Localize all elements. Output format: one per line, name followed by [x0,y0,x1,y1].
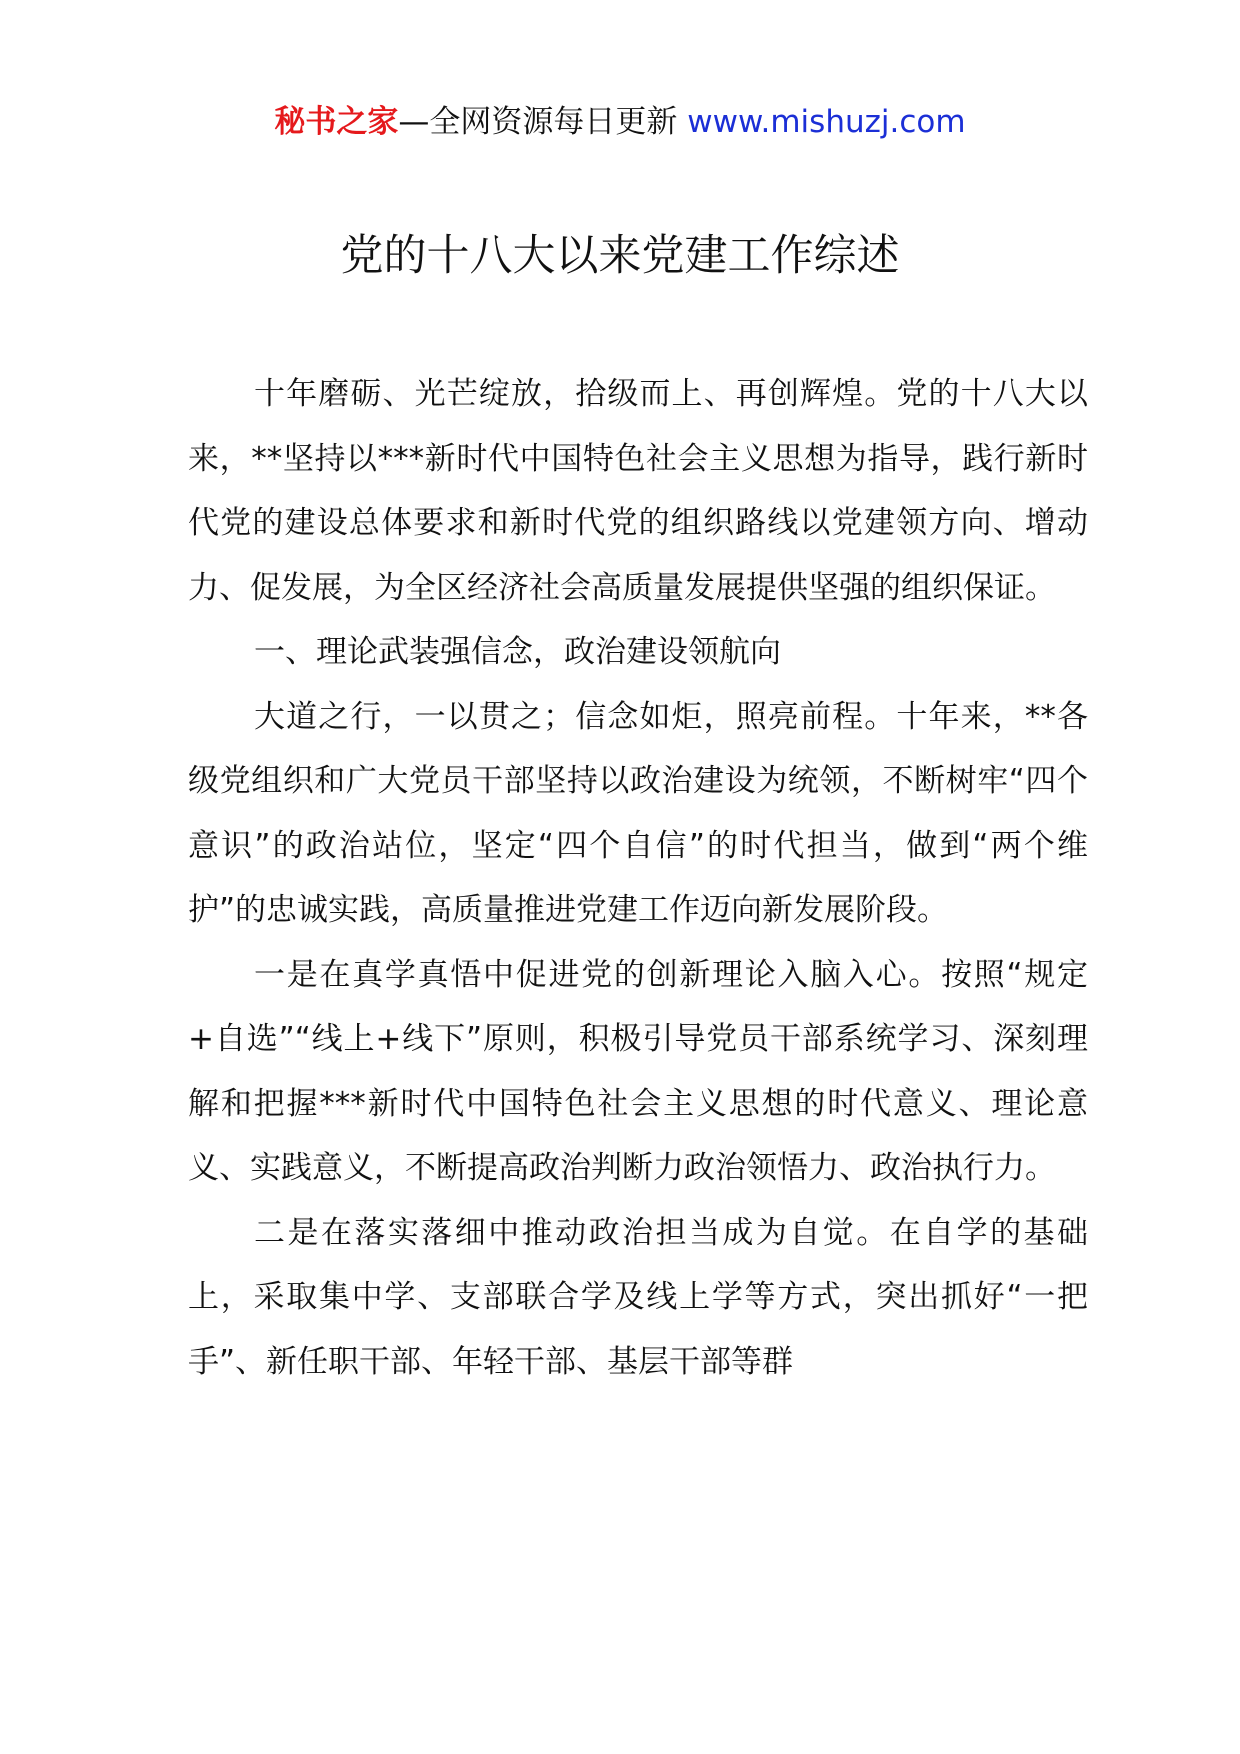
site-header [0,100,1240,144]
paragraph-intro: 十年磨砺、光芒绽放，拾级而上、再创辉煌。党的十八大以来，**坚持以***新时代中国特色社会主义思想为指导，践行新时代党的建设总体要求和新时代党的组织路线以党建领方向、增动力、促发展，为全区经济社会高质量发展提供坚强的组织保证。 [188,376,1088,606]
paragraph: 一是在真学真悟中促进党的创新理论入脑入心。按照“规定+自选”“线上+线下”原则，积极引导党员干部系统学习、深刻理解和把握***新时代中国特色社会主义思想的时代意义、理论意义、实践意义，不断提高政治判断力政治领悟力、政治执行力。 [188,956,1088,1186]
document-body [188,362,1088,1394]
document-title: 党的十八大以来党建工作综述 [340,231,900,281]
section-heading: 一、理论武装强信念，政治建设领航向 [254,634,781,670]
paragraph: 二是在落实落细中推动政治担当成为自觉。在自学的基础上，采取集中学、支部联合学及线上学等方式，突出抓好“一把手”、新任职干部、年轻干部、基层干部等群 [188,1214,1088,1380]
site-slogan: —全网资源每日更新 [398,104,678,140]
paragraph: 大道之行，一以贯之；信念如炬，照亮前程。十年来，**各级党组织和广大党员干部坚持以政治建设为统领，不断树牢“四个意识”的政治站位，坚定“四个自信”的时代担当，做到“两个维护”的忠诚实践，高质量推进党建工作迈向新发展阶段。 [188,698,1088,928]
site-url-link[interactable]: www.mishuzj.com [687,104,966,140]
site-brand: 秘书之家 [274,104,399,140]
